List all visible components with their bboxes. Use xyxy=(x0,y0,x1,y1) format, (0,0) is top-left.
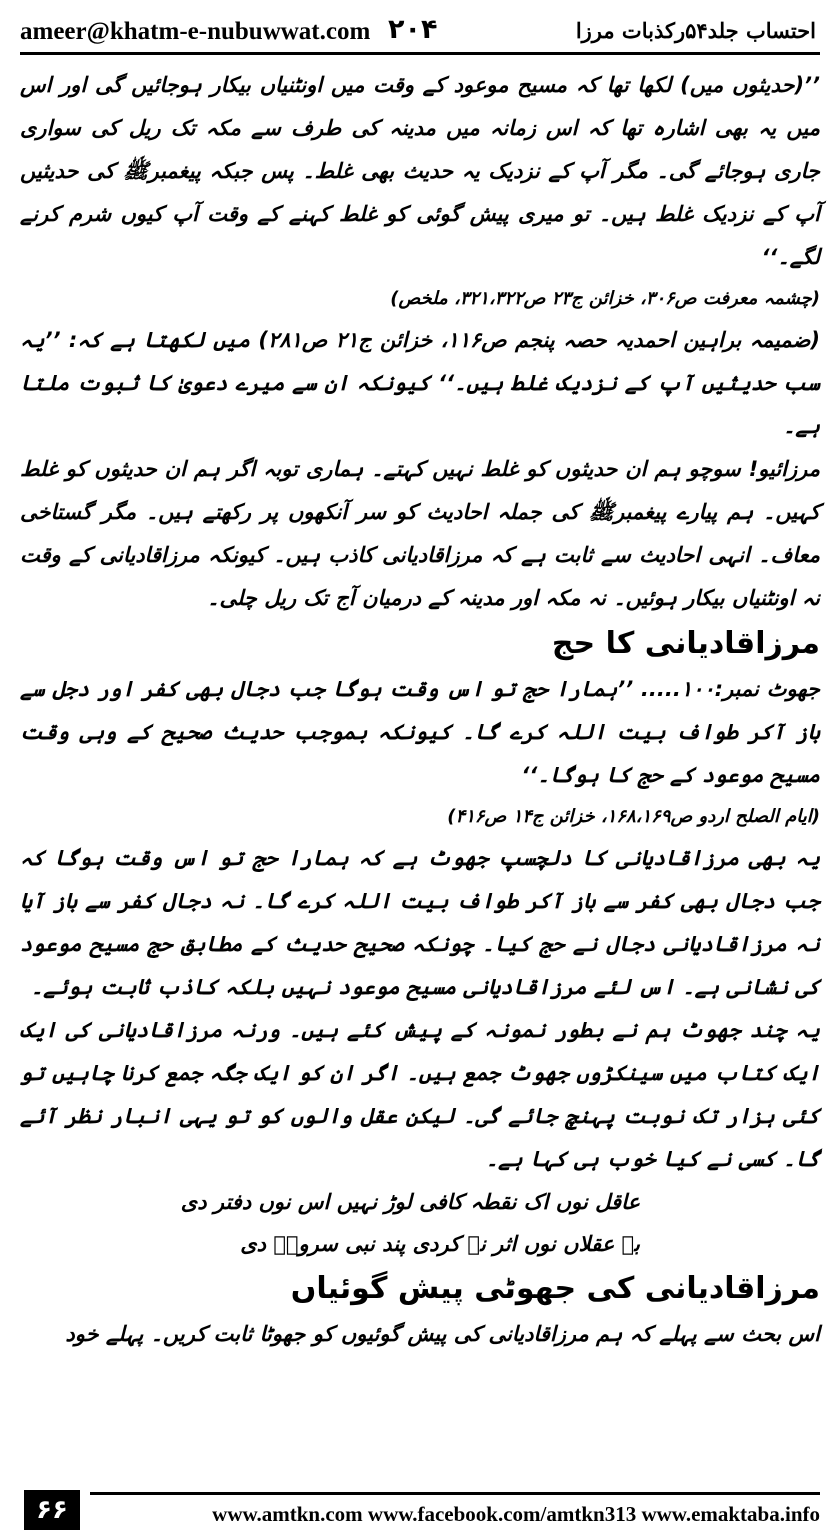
quote-paragraph-2: (ضمیمہ براہین احمدیہ حصہ پنجم ص۱۱۶، خزائن ج۲۱ ص۲۸۱) میں لکھتا ہے کہ: ’’یہ سب حدیثیں آپ کے نزدیک غلط ہیں۔‘‘ کیونکہ ان سے میرے دعویٰ کا ثبوت ملتا ہے۔ xyxy=(20,328,820,438)
page-header xyxy=(20,12,820,55)
footer-urls: www.amtkn.com www.facebook.com/amtkn313 www.emaktaba.info xyxy=(212,1502,820,1526)
paragraph-4: اس بحث سے پہلے کہ ہم مرزاقادیانی کی پیش گوئیوں کو جھوٹا ثابت کریں۔ پہلے خود xyxy=(65,1322,820,1346)
quote-paragraph-3: جھوٹ نمبر:۱۰۰..... ’’ہمارا حج تو اس وقت ہوگا جب دجال بھی کفر اور دجل سے باز آکر طواف بیت اللہ کرے گا۔ کیونکہ بموجب حدیث صحیح کے وہی وقت مسیح موعود کے حج کا ہوگا۔‘‘ xyxy=(20,677,820,787)
header-page-number: ۲۰۴ xyxy=(388,14,438,45)
section-heading-hajj: مرزاقادیانی کا حج xyxy=(551,626,820,661)
paragraph-2: یہ بھی مرزاقادیانی کا دلچسپ جھوٹ ہے کہ ہمارا حج تو اس وقت ہوگا کہ جب دجال بھی کفر سے باز آکر طواف بیت اللہ کرے گا۔ نہ دجال کفر سے باز آیا نہ مرزاقادیانی دجال نے حج کیا۔ چونکہ صحیح حدیث کے مطابق حج مسیح موعود کی نشانی ہے۔ اس لئے مرزاقادیانی مسیح موعود نہیں بلکہ کاذب ثابت ہوئے۔ xyxy=(20,846,820,999)
page-body xyxy=(20,64,820,1482)
page-footer xyxy=(0,1490,840,1534)
verse-line-1: عاقل نوں اک نقطہ کافی لوڑ نہیں اس نوں دفتر دی xyxy=(180,1190,640,1214)
verse-line-2: بے عقلاں نوں اثر نہ کردی پند نبی سرورؐ دی xyxy=(240,1232,640,1256)
footer-page-number: ۶۶ xyxy=(24,1490,80,1530)
header-email: ameer@khatm-e-nubuwwat.com xyxy=(20,18,371,45)
reference-2: (ایام الصلح اردو ص۱۶۸،۱۶۹، خزائن ج۱۴ ص۴۱۶) xyxy=(447,806,820,827)
paragraph-1: مرزائیو! سوچو ہم ان حدیثوں کو غلط نہیں کہتے۔ ہماری توبہ اگر ہم ان حدیثوں کو غلط کہیں۔ ہم پیارے پیغمبرﷺ کی جملہ احادیث کو سر آنکھوں پر رکھتے ہیں۔ مگر گستاخی معاف۔ انہی احادیث سے ثابت ہے کہ مرزاقادیانی کاذب ہیں۔ کیونکہ مرزاقادیانی کے وقت نہ اونٹنیاں بیکار ہوئیں۔ نہ مکہ اور مدینہ کے درمیان آج تک ریل چلی۔ xyxy=(20,457,820,610)
running-title: احتساب جلد۵۴رکذبات مرزا xyxy=(575,18,816,43)
footer-divider xyxy=(90,1492,820,1495)
quote-paragraph-1: ’’(حدیثوں میں) لکھا تھا کہ مسیح موعود کے وقت میں اونٹنیاں بیکار ہوجائیں گی اور اس میں یہ بھی اشارہ تھا کہ اس زمانہ میں مدینہ کی طرف سے مکہ تک ریل کی سواری جاری ہوجائے گی۔ مگر آپ کے نزدیک یہ حدیث بھی غلط۔ پس جبکہ پیغمبرﷺ کی حدیثیں آپ کے نزدیک غلط ہیں۔ تو میری پیش گوئی کو غلط کہنے کے وقت آپ کیوں شرم کرنے لگے۔‘‘ xyxy=(20,73,820,269)
paragraph-3: یہ چند جھوٹ ہم نے بطور نمونہ کے پیش کئے ہیں۔ ورنہ مرزاقادیانی کی ایک ایک کتاب میں سینکڑوں جھوٹ جمع ہیں۔ اگر ان کو ایک جگہ جمع کرنا چاہیں تو کئی ہزار تک نوبت پہنچ جائے گی۔ لیکن عقل والوں کو تو یہی انبار نظر آئے گا۔ کسی نے کیا خوب ہی کہا ہے۔ xyxy=(20,1018,820,1171)
reference-1: (چشمہ معرفت ص۳۰۶، خزائن ج۲۳ ص۳۲۱،۳۲۲، ملخص) xyxy=(390,288,820,309)
section-heading-prophecies: مرزاقادیانی کی جھوٹی پیش گوئیاں xyxy=(290,1271,820,1306)
